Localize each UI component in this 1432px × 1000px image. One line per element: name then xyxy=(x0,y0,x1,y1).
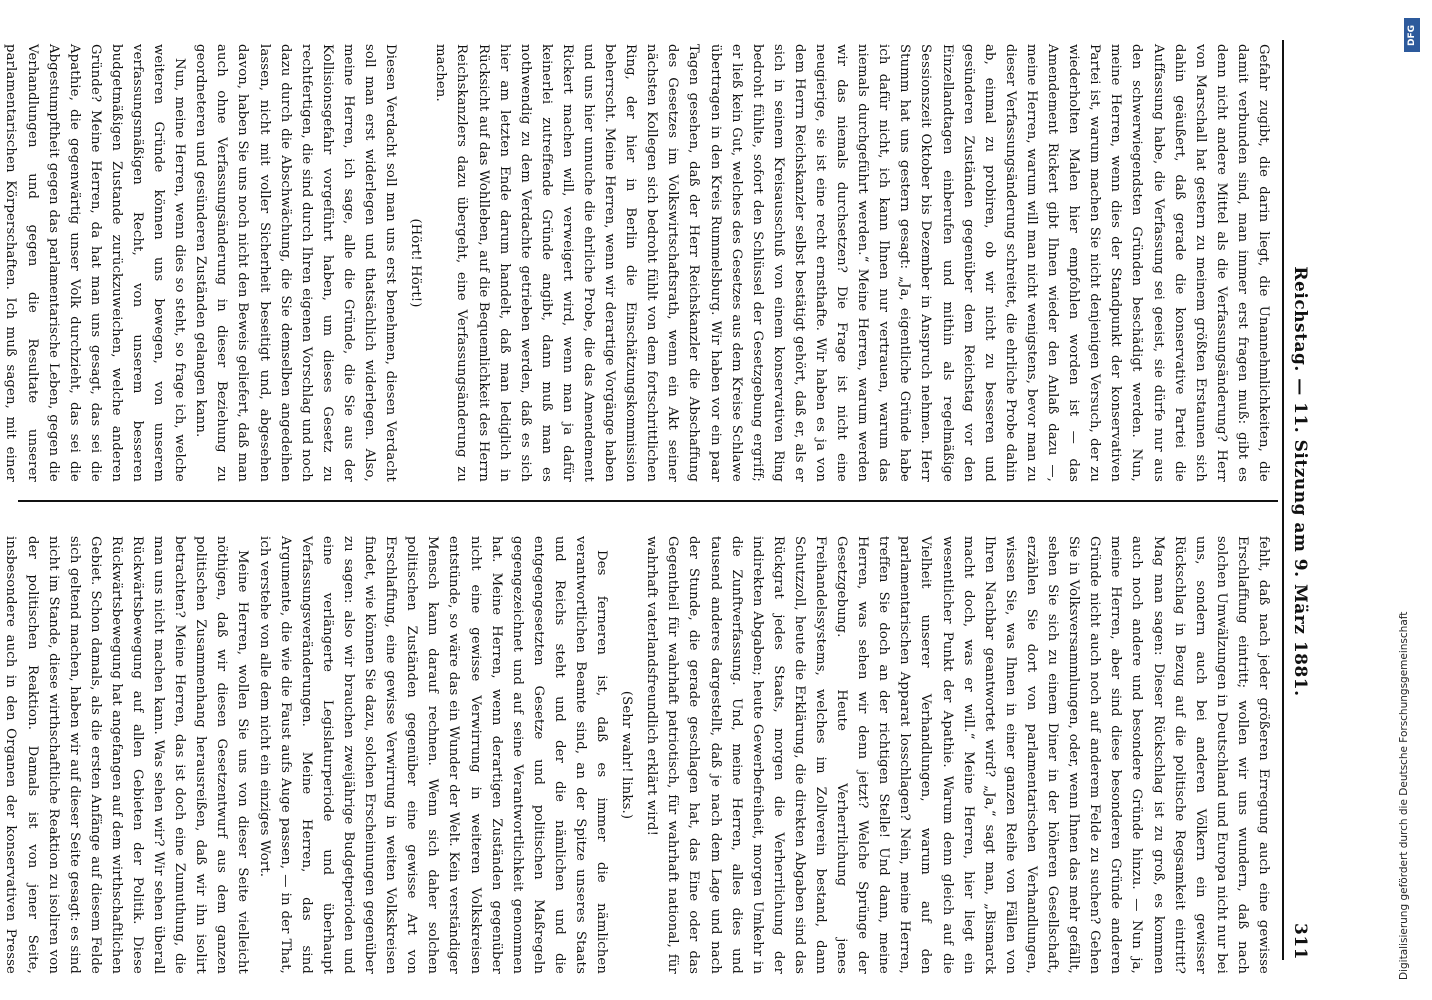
paragraph: Meine Herren, wollen Sie uns von dieser Seite vielleicht nöthigen, daß wir diesen Gesetzentwurf aus dem ganzen politischen Zusammenhang herausreißen, daß wir ihn isolirt betrachten? Meine Herren, das ist doch eine Zumuthung, die man uns nicht machen kann. Was sehen wir? Wir sehen überall Rückwärtsbewegung auf allen Gebieten der Politik. Diese Rückwärtsbewegung hat angefangen auf dem wirthschaftlichen Gebiet. Schon damals, als die ersten Anfänge auf diesem Felde sich geltend machen, haben wir auf dieser Seite gesagt: es sind nicht im Stande, diese wirthschaftliche Reaktion zu isoliren von der politischen Reaktion. Damals ist von jener Seite, insbesondere auch in den Organen der konservativen Presse xyxy=(3,536,251,974)
paragraph: Diesen Verdacht soll man uns erst benehmen, diesen Verdacht soll man erst widerlegen und thatsächlich widerlegen. Also, meine Herren, ich sage, alle die Gründe, die Sie aus der Kollisionsgefahr vorgeführt haben, um dieses Gesetz zu rechtfertigen, die sind durch Ihren eigenen Vorschlag und noch dazu durch die Abschwächung, die Sie demselben angedeihen lassen, nicht mit voller Sicherheit beseitigt und, abgesehen davon, haben Sie uns noch nicht den Beweis geliefert, daß man auch ohne Verfassungsänderung in dieser Beziehung zu geordneteren und gesünderen Zuständen gelangen kann. xyxy=(193,44,399,482)
interjection: (Sehr wahr! links.) xyxy=(619,690,635,820)
paragraph: Nun, meine Herren, wenn dies so steht, so frage ich, welche weiteren Gründe können uns bewegen, von unserem verfassungsmäßigen Recht, von unserem besseren budgetmäßigen Zustande zurückzuweichen, welche anderen Gründe? Meine Herren, da hat man uns gesagt, das sei die Apathie, die gegenwärtig unser Volk durchzieht, das sei die Abgestumpftheit gegen das parlamentarische Leben, gegen die Verhandlungen und gegen die Resultate unserer parlamentarischen Körperschaften. Ich muß sagen, mit einer xyxy=(3,44,188,482)
dfg-credit-strip xyxy=(1386,10,1430,990)
dfg-logo: DFG xyxy=(1404,18,1420,52)
page-number: 311 xyxy=(1290,923,1310,960)
dfg-credit-text: Digitalisierung gefördert durch die Deutsche Forschungsgemeinschaft xyxy=(1398,611,1410,980)
column-divider xyxy=(18,500,1278,502)
running-header xyxy=(1290,40,1316,960)
paragraph: Gefahr zugibt, die darin liegt, die Unannehmlichkeiten, die damit verbunden sind, man immer erst fragen muß: gibt es denn nicht andere Mittel als die Verfassungsänderung? Herr von Marschall hat gestern zu meinem größten Erstaunen sich dahin geäußert, daß gerade die konservative Partei die Auffassung habe, die Verfassung sei geeist, sie dürfe nur aus den schwerwiegendsten Gründen beschädigt werden. Nun, meine Herren, wenn dies der Standpunkt der konservativen Partei ist, warum machen Sie nicht denjenigen Versuch, der zu wiederholten Malen hier empfohlen worden ist — das Amendement Rickert gibt Ihnen wieder den Anlaß dazu —, meine Herren, warum will man nicht wenigstens, bevor man zu dieser Verfassungsänderung schreitet, die ehrliche Probe dahin ab, einmal zu probiren, ob wir nicht zu besseren und gesünderen Zuständen gegenüber dem Reichstag vor den Einzellandtagen einberufen und mithin als regelmäßige Sessionszeit Oktober bis Dezember in Anspruch nehmen. Herr Stumm hat uns gestern gesagt: „Ja, eigentliche Gründe habe ich dafür nicht, ich kann Ihnen nur vertrauen, warum das niemals durchgeführt werden.“ Meine Herren, warum werden wir das niemals durchsetzen? Die Frage ist nicht eine neugierige, sie ist eine recht ernsthafte. Wir haben es ja von dem Herrn Reichskanzler selbst bestätigt gehört, daß er, als er sich in seinem Kreisausschuß von einem konservativen Ring bedroht fühlte, sofort den Schlüssel der Gesetzgebung ergriff; er ließ kein Gut, welches des Gesetzes aus dem Kreise Schlawe übertragen in den Kreis Rummelsburg. Wir haben vor ein paar Tagen gesehen, daß der Herr Reichskanzler die Abschaffung des Gesetzes im Volkswirtschaftsrath, wenn ein Akt seiner nächsten Kollegen sich bedroht fühlt von dem fortschrittlichen Ring, der hier in Berlin die Einschätzungskommission beherrscht. Meine Herren, wenn wir derartige Vorgänge haben und uns hier unnuche die ehrliche Probe, die das Amendement Rickert machen will, verweigert wird, wenn man ja dafür keinerlei zutreffende Gründe angibt, dann muß man es nothwendig zu dem Verdachte getrieben werden, daß es sich hier am letzten Ende darum handelt, daß man lediglich in Rücksicht auf das Wohlleben, auf die Bequemlichkeit des Herrn Reichskanzlers dazu übergeht, eine Verfassungsänderung zu machen. xyxy=(433,44,1271,482)
header-rule xyxy=(1282,40,1284,960)
right-column xyxy=(0,536,1274,974)
header-title: Reichstag. — 11. Sitzung am 9. März 1881. xyxy=(1290,266,1310,697)
paragraph: Des ferneren ist, daß es immer die nämlichen verantwortlichen Beamte sind, an der Spitze unseres Staats und Reichs steht und der die nämlichen und die entgegengesetzten Gesetze und politischen Maßregeln gegengezeichnet und auf seine Verantwortlichkeit genommen hat. Meine Herren, wenn derartigen Zuständen gegenüber nicht eine gewisse Verwirrung in weiteren Volkskreisen entstünde, so wäre das ein Wunder der Welt. Kein verständiger Mensch kann darauf rechnen. Wenn sich daher solchen politischen Zuständen gegenüber eine gewisse Art von Erschlaffung, eine gewisse Verwirrung in weiten Volkskreisen findet, wie können Sie dazu, solchen Erscheinungen gegenüber zu sagen: also wir brauchen zweijährige Budgetperioden und eine verlängerte Legislaturperiode und überhaupt Verfassungsveränderungen. Meine Herren, das sind Argumente, die wie die Faust aufs Auge passen, — in der That, ich verstehe von alle dem nicht ein einziges Wort. xyxy=(256,536,610,974)
paragraph: fehlt, daß nach jeder größeren Erregung auch eine gewisse Erschlaffung eintritt; wollen wir uns wundern, daß nach solchen Umwälzungen in Deutschland und Europa nicht nur bei uns, sondern auch bei anderen Völkern ein gewisser Rückschlag in Bezug auf die politische Regsamkeit eintritt? Mag man sagen: Dieser Rückschlag ist zu groß, es kommen auch noch andere und besondere Gründe hinzu. — Nun ja, meine Herren, aber sind diese besonderen Gründe anderen Gründe nicht auch noch auf anderem Felde zu suchen? Gehen Sie in Volksversammlungen, oder, wenn Ihnen das mehr gefällt, sehen Sie sich zu einem Diner in der höheren Gesellschaft, erzählen Sie dort von parlamentarischen Verhandlungen, wissen Sie, was Ihnen in einer ganzen Reihe von Fällen von Ihren Nachbar geantwortet wird? „Ja,“ sagt man, „Bismarck macht doch, was er will.“ Meine Herren, hier liegt ein wesentlicher Punkt der Apathie. Warum denn gleich auf die Vielheit unserer Verhandlungen, warum auf den parlamentarischen Apparat losschlagen? Nein, meine Herren, treffen Sie doch an der richtigen Stelle! Und dann, meine Herren, was sehen wir denn jetzt? Welche Sprünge der Gesetzgebung. Heute Verherrlichung jenes Freihandelssystems, welches im Zollverein bestand, dann Schutzzoll, heute die Erklärung, die direkten Abgaben sind das Rückgrat jedes Staats, morgen die Verherrlichung der indirekten Abgaben; heute Gewerbefreiheit, morgen Umkehr in die Zunftverfassung. Und, meine Herren, alles dies und tausend anderes dargestellt, daß je nach dem Lage und nach der Stunde, die gerade geschlagen hat, das Eine oder das Gegentheil für wahrhaft patriotisch, für wahrhaft national, für wahrhaft vaterlandsfreundlich erklärt wird! xyxy=(644,536,1271,974)
left-column xyxy=(0,44,1274,482)
interjection: (Hört! Hört!) xyxy=(408,218,424,308)
